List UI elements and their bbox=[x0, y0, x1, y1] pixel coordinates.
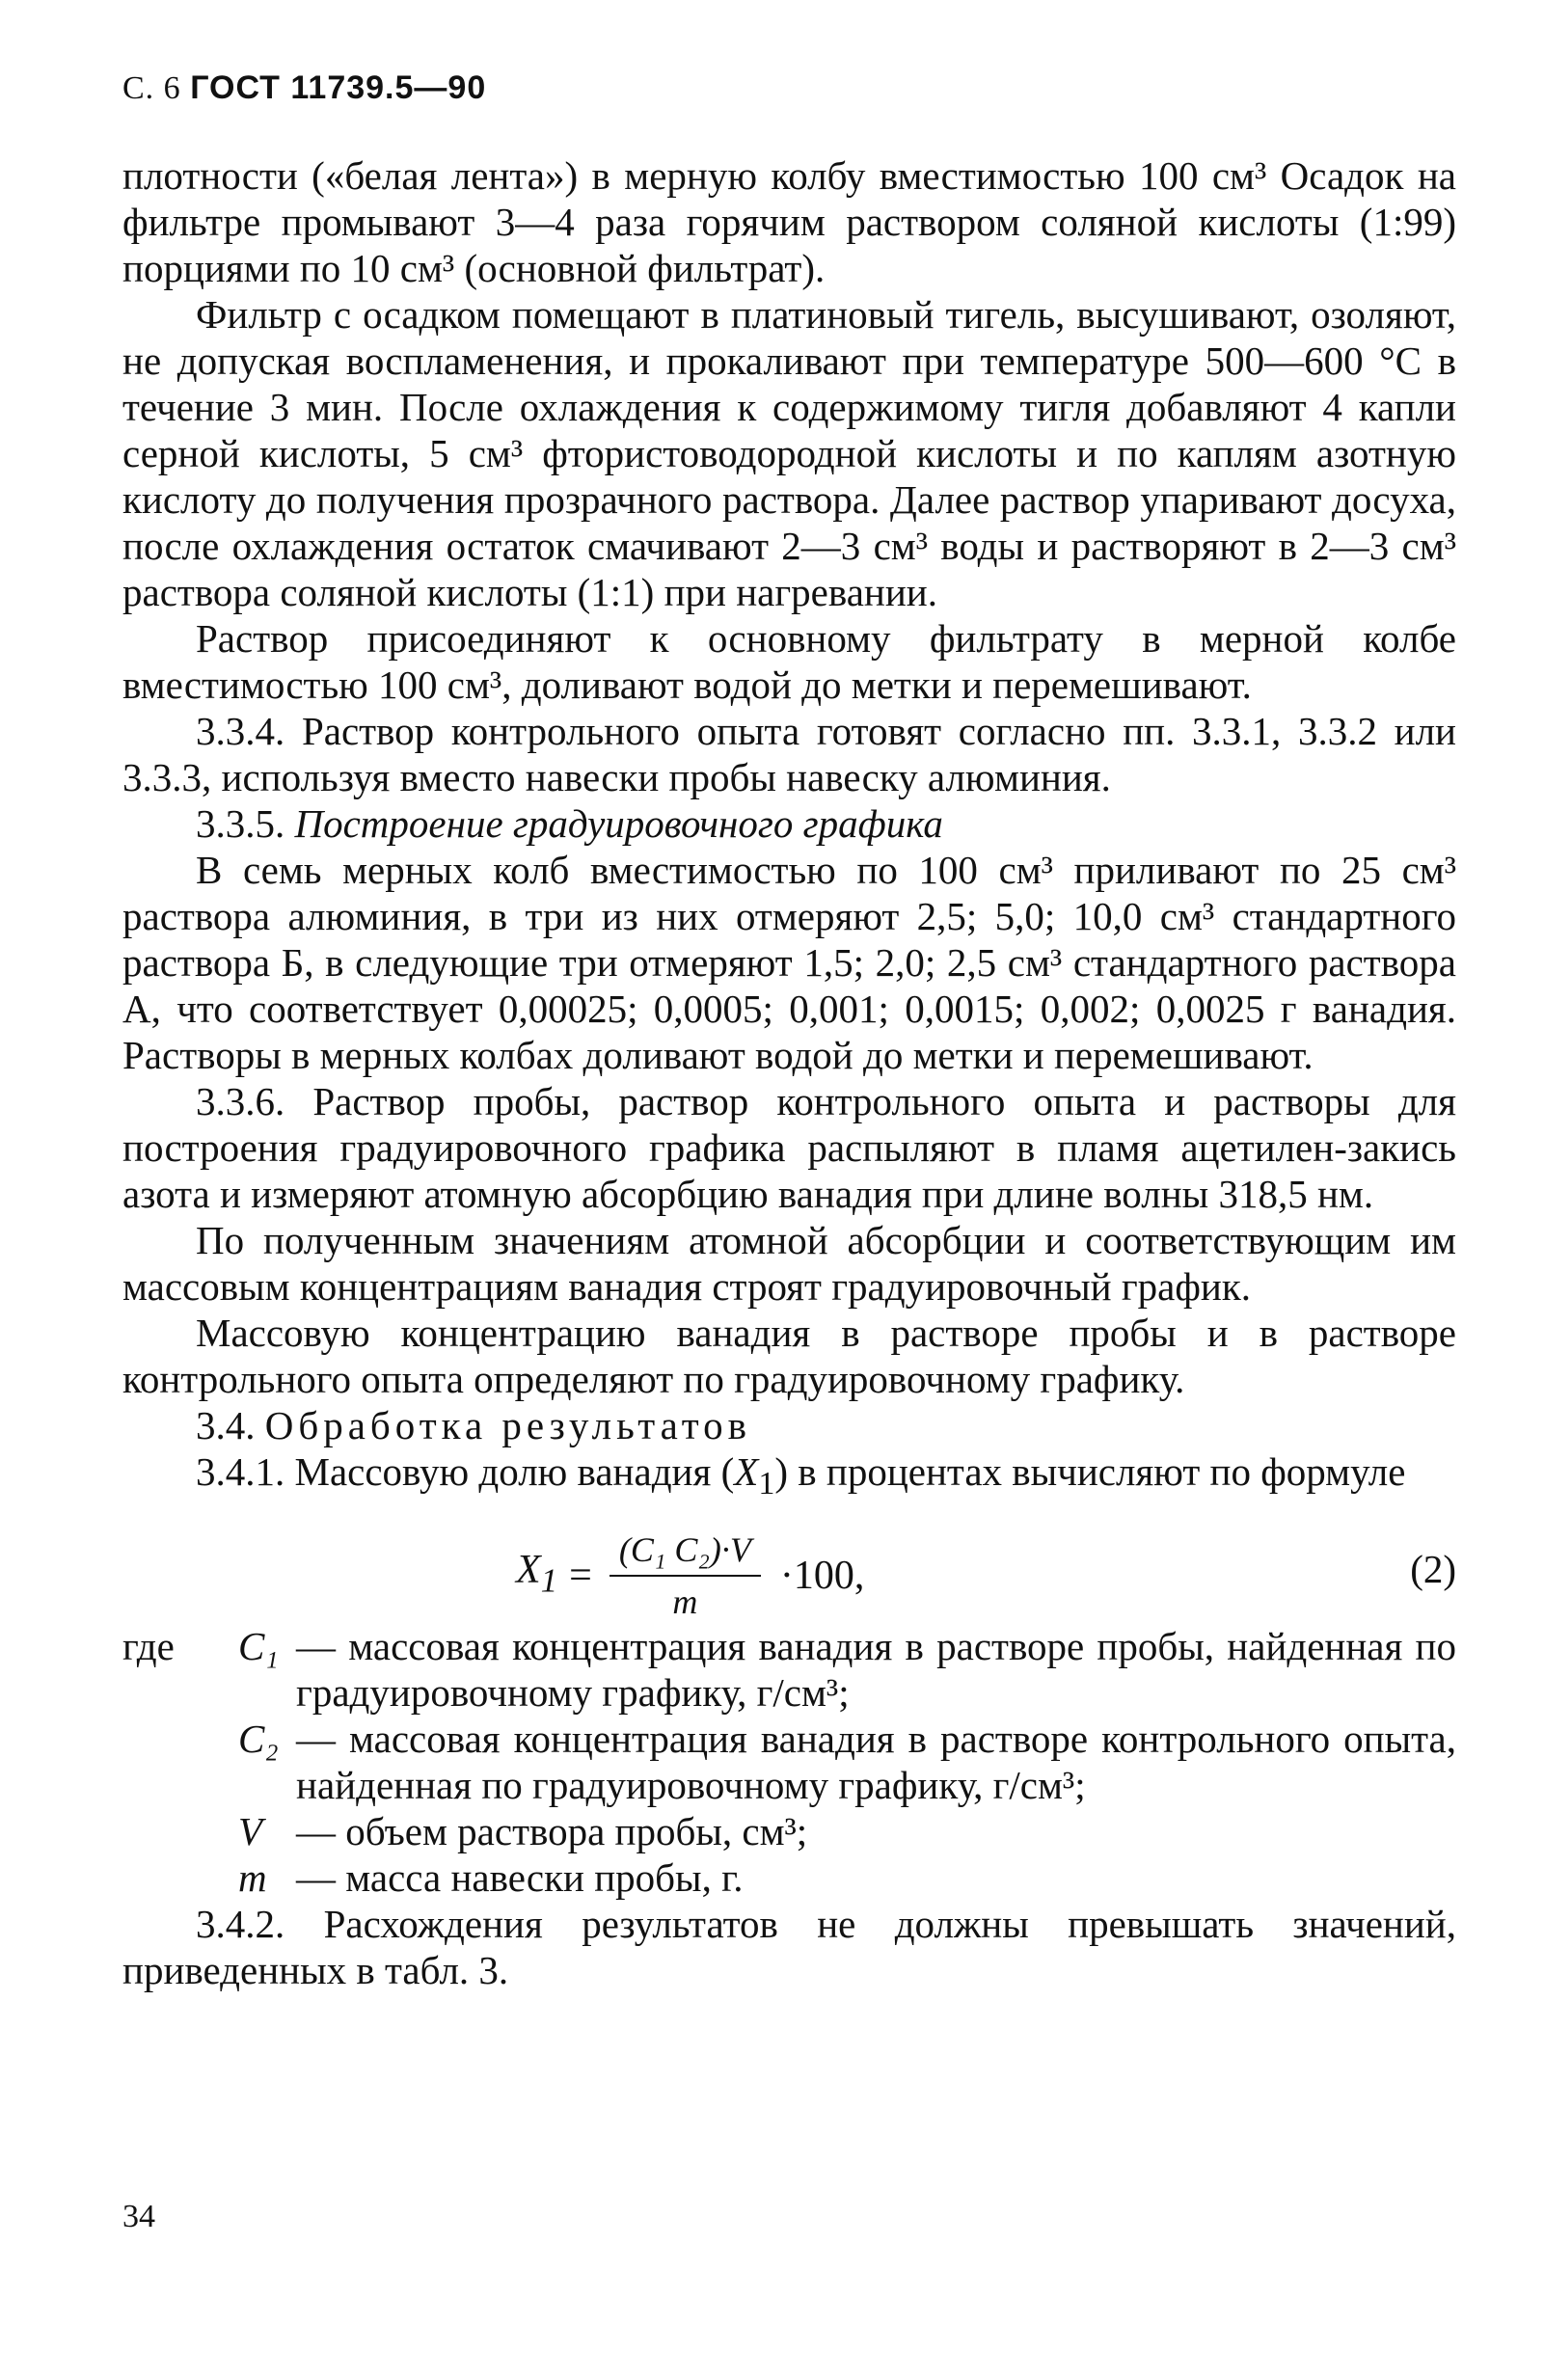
clause-3-3-5-heading bbox=[122, 800, 1456, 847]
paragraph-calibration-graph: По полученным значениям атомной абсорбции и соответствующим им массовым концентрациям ванадия строят градуировочный график. bbox=[122, 1218, 1456, 1309]
formula-denominator: m bbox=[672, 1582, 698, 1622]
definition-item bbox=[122, 1854, 1456, 1901]
paragraph-mass-concentration: Массовую концентрацию ванадия в растворе пробы и в растворе контрольного опыта определяют по градуировочному графику. bbox=[122, 1311, 1456, 1401]
definition-text: — объем раствора пробы, см³; bbox=[296, 1809, 808, 1854]
definition-text: — массовая концентрация ванадия в растворе пробы, найденная по градуировочному графику, г/см³; bbox=[296, 1624, 1456, 1716]
clause-title: Обработка результатов bbox=[264, 1403, 752, 1447]
formula-numerator: (C₁ C₂)·V bbox=[609, 1527, 761, 1577]
page-header bbox=[122, 69, 486, 107]
clause-text-end: ) в процентах вычисляют по формуле bbox=[774, 1449, 1406, 1494]
definition-symbol: m bbox=[238, 1855, 267, 1901]
clause-number: 3.4. bbox=[196, 1403, 256, 1447]
formula-multiplier: ·100, bbox=[779, 1554, 865, 1599]
clause-text: 3.4.1. Массовую долю ванадия ( bbox=[196, 1449, 735, 1494]
symbol-x: X bbox=[734, 1449, 759, 1494]
definition-item bbox=[122, 1623, 1456, 1716]
definition-lead bbox=[122, 1716, 238, 1808]
definition-item bbox=[122, 1716, 1456, 1808]
definition-symbol: C₁ bbox=[238, 1624, 279, 1669]
paragraph-join-filtrate: Раствор присоединяют к основному фильтрату в мерной колбе вместимостью 100 см³, доливают водой до метки и перемешивают. bbox=[122, 616, 1456, 707]
clause-3-3-4: 3.3.4. Раствор контрольного опыта готовят согласно пп. 3.3.1, 3.3.2 или 3.3.3, используя вместо навески пробы навеску алюминия. bbox=[122, 709, 1456, 799]
definition-lead: где bbox=[122, 1624, 175, 1669]
formula-lhs: $X_1$ bbox=[516, 1548, 558, 1600]
definition-lead bbox=[122, 1854, 238, 1901]
definitions-list bbox=[122, 1623, 1456, 1901]
paragraph-crucible: Фильтр с осадком помещают в платиновый тигель, высушивают, озоляют, не допуская воспламенения, и прокаливают при температуре 500—600 °С в течение 3 мин. После охлаждения к содержимому тигля добавляют 4 капли серной кислоты, 5 см³ фтористоводородной кислоты и по каплям азотную кислоту до получения прозрачного раствора. Далее раствор упаривают досуха, после охлаждения остаток смачивают 2—3 см³ воды и растворяют в 2—3 см³ раствора соляной кислоты (1:1) при нагревании. bbox=[122, 292, 1456, 614]
definition-symbol: V bbox=[238, 1809, 263, 1854]
symbol-x-sub: 1 bbox=[758, 1466, 775, 1502]
definition-symbol: C₂ bbox=[238, 1717, 279, 1762]
definition-item bbox=[122, 1808, 1456, 1854]
clause-title: Построение градуировочного графика bbox=[294, 801, 943, 846]
paragraph-continuation: плотности («белая лента») в мерную колбу вместимостью 100 см³ Осадок на фильтре промывают 3—4 раза горячим раствором соляной кислоты (1:99) порциями по 10 см³ (основной фильтрат). bbox=[122, 153, 1456, 290]
formula bbox=[516, 1527, 864, 1625]
clause-3-3-6: 3.3.6. Раствор пробы, раствор контрольного опыта и растворы для построения градуировочного графика распыляют в пламя ацетилен-закись азота и измеряют атомную абсорбцию ванадия при длине волны 318,5 нм. bbox=[122, 1079, 1456, 1216]
standard-code: ГОСТ 11739.5—90 bbox=[190, 69, 487, 106]
equation-number: (2) bbox=[1410, 1547, 1456, 1592]
formula-equals: = bbox=[569, 1554, 592, 1599]
paragraph-calibration: В семь мерных колб вместимостью по 100 см³ приливают по 25 см³ раствора алюминия, в три из них отмеряют 2,5; 5,0; 10,0 см³ стандартного раствора Б, в следующие три отмеряют 1,5; 2,0; 2,5 см³ стандартного раствора А, что соответствует 0,00025; 0,0005; 0,001; 0,0015; 0,002; 0,0025 г ванадия. Растворы в мерных колбах доливают водой до метки и перемешивают. bbox=[122, 848, 1456, 1077]
definition-lead bbox=[122, 1808, 238, 1854]
definition-text: — массовая концентрация ванадия в растворе контрольного опыта, найденная по градуировочному графику, г/см³; bbox=[296, 1717, 1456, 1808]
document-body bbox=[122, 152, 1456, 1993]
page-ref: С. 6 bbox=[122, 70, 181, 106]
clause-3-4-2: 3.4.2. Расхождения результатов не должны превышать значений, приведенных в табл. 3. bbox=[122, 1902, 1456, 1993]
formula-fraction bbox=[609, 1527, 761, 1625]
clause-number: 3.3.5. bbox=[196, 801, 285, 846]
clause-3-4-heading bbox=[122, 1402, 1456, 1448]
clause-3-4-1 bbox=[122, 1448, 1456, 1507]
page-number: 34 bbox=[122, 2199, 155, 2234]
definition-text: — масса навески пробы, г. bbox=[296, 1855, 744, 1901]
formula-block bbox=[122, 1521, 1456, 1622]
